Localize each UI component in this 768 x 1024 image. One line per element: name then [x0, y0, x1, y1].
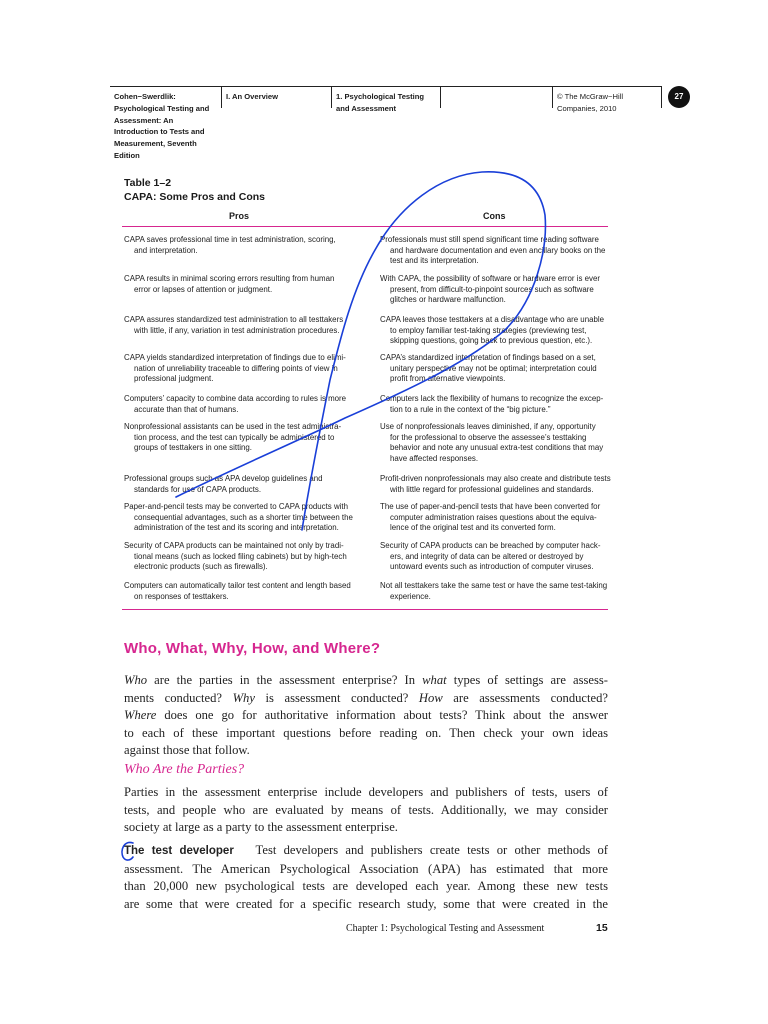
table-cell-line: Use of nonprofessionals leaves diminished, if any, opportunity: [380, 422, 596, 431]
header-chapter: 1. Psychological Testing and Assessment: [336, 92, 425, 113]
table-cell-line: CAPA leaves those testtakers at a disadvantage who are unable: [380, 315, 604, 324]
header-part: I. An Overview: [226, 92, 279, 101]
line-text: is assessment conducted?: [254, 690, 419, 705]
italic-word: How: [418, 690, 443, 705]
column-header-cons: Cons: [483, 211, 506, 221]
table-cell-line: Not all testtakers take the same test or have the same test-taking: [380, 581, 608, 590]
table-cell-line: Nonprofessional assistants can be used in the test administra-: [124, 422, 342, 431]
table-cell-line: and interpretation.: [134, 245, 198, 255]
table-cell-line: have affected responses.: [390, 453, 479, 463]
table-cell-line: CAPA results in minimal scoring errors resulting from human: [124, 274, 335, 283]
table-cell-line: standards for use of CAPA products.: [134, 484, 262, 494]
line-text: against those that follow.: [124, 743, 250, 758]
paragraph-line: are some that were created for a specific research study, some that were created in the: [124, 896, 608, 911]
table-cell-line: electronic products (such as firewalls).: [134, 562, 268, 572]
table-cell-line: CAPA saves professional time in test administration, scoring,: [124, 235, 336, 244]
line-text: types of settings are assess-: [446, 673, 608, 687]
table-cell-line: consequential advantages, such as a shorter time between the: [134, 512, 353, 522]
table-cell-line: on responses of testtakers.: [134, 591, 229, 601]
pdf-page-badge: 27: [668, 86, 690, 108]
line-text: to each of these important questions before reading on. Then check your own ideas: [124, 725, 608, 740]
paragraph-line: society at large as a party to the assessment enterprise.: [124, 820, 398, 835]
table-cell-line: tion to a rule in the context of the “big picture.”: [390, 404, 551, 414]
table-cell-line: Security of CAPA products can be maintained not only by tradi-: [124, 541, 344, 550]
table-cell-line: untoward events such as introduction of computer viruses.: [390, 562, 594, 572]
table-cell-line: CAPA yields standardized interpretation of findings due to elimi-: [124, 353, 346, 362]
pen-stroke-loop: [176, 172, 545, 530]
table-cell-line: CAPA’s standardized interpretation of findings based on a set,: [380, 353, 596, 362]
table-cell-line: behavior and note any unusual extra-test conditions that may: [390, 443, 604, 453]
table-cell-line: test and its interpretation.: [390, 256, 479, 266]
footer-page-number: 15: [596, 922, 608, 934]
table-cell-line: present, from difficult-to-pinpoint sources such as software: [390, 284, 594, 294]
italic-word: what: [422, 673, 447, 687]
table-cell-line: With CAPA, the possibility of software or hardware error is ever: [380, 274, 600, 283]
line-text: does one go for authoritative information about tests? Think about the answer: [156, 708, 608, 723]
line-text: are assessments conducted?: [442, 690, 608, 705]
table-cell-line: CAPA assures standardized test administration to all testtakers: [124, 315, 344, 324]
table-cell-line: with little regard for professional guidelines and standards.: [390, 484, 594, 494]
table-label: Table 1–2: [124, 177, 172, 189]
table-cell-line: Profit-driven nonprofessionals may also create and distribute tests: [380, 474, 611, 483]
table-cell-line: Computers’ capacity to combine data according to rules is more: [124, 394, 347, 403]
table-cell-line: nation of unreliability traceable to differing points of view in: [134, 363, 338, 373]
table-cell-line: tional means (such as locked filing cabinets) but by high-tech: [134, 551, 347, 561]
table-cell-line: Computers can automatically tailor test content and length based: [124, 581, 351, 590]
table-cell-line: to employ familiar test-taking strategies (previewing test,: [390, 325, 587, 335]
header-publisher: © The McGraw−Hill Companies, 2010: [557, 92, 624, 113]
table-title: CAPA: Some Pros and Cons: [124, 191, 265, 203]
line-text: ments conducted?: [124, 690, 233, 705]
table-cell-line: computer administration raises questions about the equiva-: [390, 512, 597, 522]
table-cell-line: Computers lack the flexibility of humans to recognize the excep-: [380, 394, 604, 403]
header-book-info: Cohen−Swerdlik: Psychological Testing and Assessment: An Introduction to Tests and Measurement, Seventh Edition: [114, 92, 210, 160]
table-cell-line: professional judgment.: [134, 374, 214, 384]
line-text: are the parties in the assessment enterprise? In: [147, 673, 423, 687]
table-cell-line: Security of CAPA products can be breached by computer hack-: [380, 541, 601, 550]
table-cell-line: ers, and integrity of data can be altered or destroyed by: [390, 551, 584, 561]
table-cell-line: lence of the original test and its converted form.: [390, 523, 556, 533]
table-cell-line: Professional groups such as APA develop guidelines and: [124, 474, 323, 483]
run-in-heading: The test developer: [124, 845, 234, 857]
table-cell-line: unitary perspective may not be optimal; interpretation could: [390, 363, 597, 373]
table-cell-line: for the professional to observe the assessee’s testtaking: [390, 432, 587, 442]
footer-chapter-title: Chapter 1: Psychological Testing and Assessment: [346, 923, 545, 934]
table-cell-line: tion process, and the test can typically be administered to: [134, 432, 335, 442]
table-cell-line: skipping questions, going back to previous question, etc.).: [390, 336, 593, 346]
table-cell-line: profit from alternative viewpoints.: [390, 374, 506, 384]
paragraph-line: tests, and people who are evaluated by means of tests. Additionally, we may consider: [124, 802, 608, 817]
table-cell-line: The use of paper-and-pencil tests that have been converted for: [380, 502, 601, 511]
table-cell-line: Paper-and-pencil tests may be converted to CAPA products with: [124, 502, 348, 511]
line-text: Test developers and publishers create tests or other methods of: [255, 843, 608, 857]
italic-word: Who: [124, 673, 148, 687]
table-cell-line: administration of the test and its scoring and interpretation.: [134, 523, 339, 533]
table-cell-line: experience.: [390, 591, 431, 601]
pen-stroke-circle: [122, 842, 133, 860]
italic-word: Where: [124, 708, 157, 723]
column-header-pros: Pros: [229, 211, 250, 221]
section-heading: Who, What, Why, How, and Where?: [124, 640, 381, 657]
table-cell-line: accurate than that of humans.: [134, 404, 239, 414]
table-cell-line: error or lapses of attention or judgment.: [134, 284, 273, 294]
table-cell-line: glitches or hardware malfunction.: [390, 295, 506, 305]
paragraph-line: Parties in the assessment enterprise include developers and publishers of tests, users of: [124, 785, 608, 799]
table-cell-line: Professionals must still spend significant time reading software: [380, 235, 599, 244]
table-cell-line: and hardware documentation and even ancillary books on the: [390, 245, 606, 255]
table-cell-line: groups of testtakers in one sitting.: [134, 443, 252, 453]
table-cell-line: with little, if any, variation in test administration procedures.: [134, 325, 340, 335]
paragraph-line: assessment. The American Psychological Association (APA) has estimated that more: [124, 861, 608, 876]
paragraph-line: than 20,000 new psychological tests are developed each year. Among these new tests: [124, 879, 608, 894]
italic-word: Why: [232, 690, 255, 705]
subsection-heading: Who Are the Parties?: [124, 762, 245, 777]
